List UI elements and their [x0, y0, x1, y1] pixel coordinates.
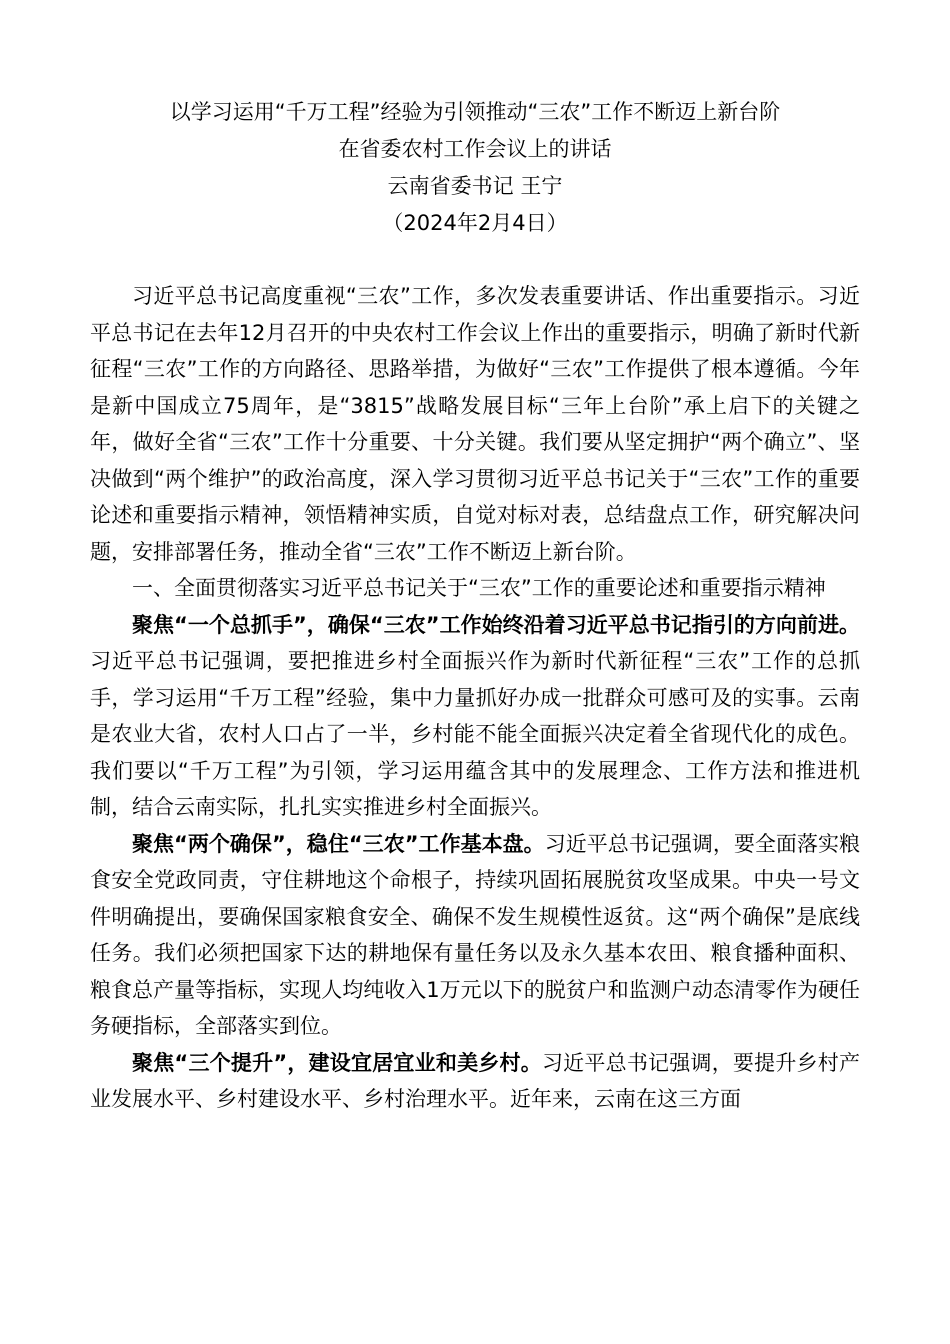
document-subtitle: 在省委农村工作会议上的讲话 [338, 137, 612, 161]
section-heading [90, 570, 860, 607]
document-author: 云南省委书记 王宁 [387, 174, 563, 198]
paragraph [90, 278, 860, 570]
paragraph-lead: 聚焦“两个确保”，稳住“三农”工作基本盘。 [132, 831, 545, 856]
document-header [90, 94, 860, 242]
document-title: 以学习运用“千万工程”经验为引领推动“三农”工作不断迈上新台阶 [169, 100, 781, 124]
document-body [90, 278, 860, 1118]
paragraph-lead: 聚焦“三个提升”，建设宜居宜业和美乡村。 [132, 1050, 542, 1075]
paragraph-text: 习近平总书记强调，要全面落实粮食安全党政同责，守住耕地这个命根子，持续巩固拓展脱贫攻坚成果。中央一号文件明确提出，要确保国家粮食安全、确保不发生规模性返贫。这“两个确保”是底线任务。我们必须把国家下达的耕地保有量任务以及永久基本农田、粮食播种面积、粮食总产量等指标，实现人均纯收入1万元以下的脱贫户和监测户动态清零作为硬任务硬指标，全部落实到位。 [90, 831, 860, 1038]
paragraph-text: 习近平总书记高度重视“三农”工作，多次发表重要讲话、作出重要指示。习近平总书记在去年12月召开的中央农村工作会议上作出的重要指示，明确了新时代新征程“三农”工作的方向路径、思路举措，为做好“三农”工作提供了根本遵循。今年是新中国成立75周年，是“3815”战略发展目标“三年上台阶”承上启下的关键之年，做好全省“三农”工作十分重要、十分关键。我们要从坚定拥护“两个确立”、坚决做到“两个维护”的政治高度，深入学习贯彻习近平总书记关于“三农”工作的重要论述和重要指示精神，领悟精神实质，自觉对标对表，总结盘点工作，研究解决问题，安排部署任务，推动全省“三农”工作不断迈上新台阶。 [90, 284, 860, 564]
document-date: （2024年2月4日） [382, 211, 568, 235]
paragraph-text: 习近平总书记强调，要提升乡村产业发展水平、乡村建设水平、乡村治理水平。近年来，云南在这三方面 [90, 1050, 860, 1111]
paragraph-text: 习近平总书记强调，要把推进乡村全面振兴作为新时代新征程“三农”工作的总抓手，学习运用“千万工程”经验，集中力量抓好办成一批群众可感可及的实事。云南是农业大省，农村人口占了一半，乡村能不能全面振兴决定着全省现代化的成色。我们要以“千万工程”为引领，学习运用蕴含其中的发展理念、工作方法和推进机制，结合云南实际，扎扎实实推进乡村全面振兴。 [90, 649, 860, 819]
paragraph-lead: 聚焦“一个总抓手”，确保“三农”工作始终沿着习近平总书记指引的方向前进。 [132, 612, 860, 637]
section-heading-text: 一、全面贯彻落实习近平总书记关于“三农”工作的重要论述和重要指示精神 [132, 576, 826, 600]
paragraph [90, 826, 860, 1045]
paragraph [90, 607, 860, 826]
paragraph [90, 1045, 860, 1118]
